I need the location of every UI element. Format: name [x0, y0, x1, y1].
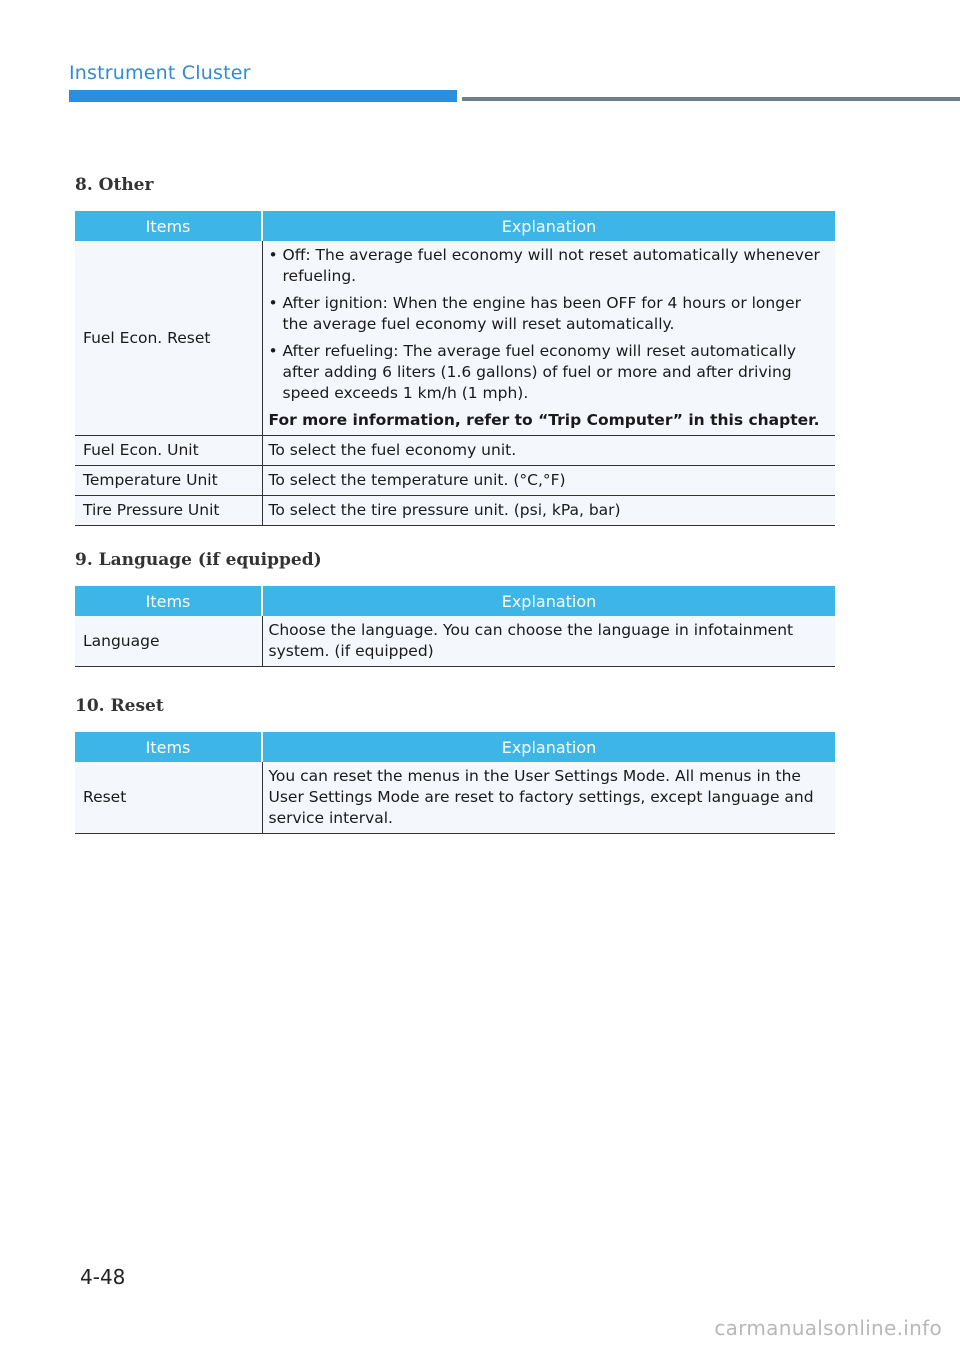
table-row — [75, 496, 835, 526]
chapter-title: Instrument Cluster — [69, 62, 251, 84]
item-cell: Fuel Econ. Reset — [75, 241, 262, 436]
explanation-cell: To select the fuel economy unit. — [262, 436, 835, 466]
column-header-explanation: Explanation — [262, 732, 835, 762]
page-number: 4-48 — [80, 1265, 126, 1289]
reference-note: For more information, refer to “Trip Computer” in this chapter. — [268, 411, 820, 429]
reset-table — [75, 732, 835, 834]
section-title-other: 8. Other — [75, 175, 154, 195]
table-row — [75, 466, 835, 496]
section-title-reset: 10. Reset — [75, 696, 164, 716]
explanation-cell: To select the tire pressure unit. (psi, kPa, bar) — [262, 496, 835, 526]
table-row — [75, 762, 835, 834]
explanation-cell: You can reset the menus in the User Settings Mode. All menus in the User Settings Mode are reset to factory settings, except language and service interval. — [262, 762, 835, 834]
explanation-cell: To select the temperature unit. (°C,°F) — [262, 466, 835, 496]
column-header-items: Items — [75, 211, 262, 241]
bullet-list — [269, 245, 830, 404]
list-item: • After refueling: The average fuel economy will reset automatically after adding 6 liters (1.6 gallons) of fuel or more and after driving speed exceeds 1 km/h (1 mph). — [269, 341, 830, 404]
item-cell: Reset — [75, 762, 262, 834]
table-header-row — [75, 586, 835, 616]
language-table — [75, 586, 835, 667]
column-header-items: Items — [75, 732, 262, 762]
table-header-row — [75, 732, 835, 762]
explanation-cell — [262, 241, 835, 436]
item-cell: Language — [75, 616, 262, 667]
header-rule — [462, 97, 960, 101]
column-header-explanation: Explanation — [262, 586, 835, 616]
watermark: carmanualsonline.info — [714, 1316, 942, 1340]
table-header-row — [75, 211, 835, 241]
column-header-explanation: Explanation — [262, 211, 835, 241]
item-cell: Temperature Unit — [75, 466, 262, 496]
header-accent-bar — [69, 90, 457, 102]
table-row — [75, 241, 835, 436]
item-cell: Fuel Econ. Unit — [75, 436, 262, 466]
table-row — [75, 616, 835, 667]
table-row — [75, 436, 835, 466]
column-header-items: Items — [75, 586, 262, 616]
list-item: • After ignition: When the engine has been OFF for 4 hours or longer the average fuel economy will reset automatically. — [269, 293, 830, 335]
item-cell: Tire Pressure Unit — [75, 496, 262, 526]
list-item: • Off: The average fuel economy will not reset automatically whenever refueling. — [269, 245, 830, 287]
explanation-cell: Choose the language. You can choose the language in infotainment system. (if equipped) — [262, 616, 835, 667]
other-settings-table — [75, 211, 835, 526]
section-title-language: 9. Language (if equipped) — [75, 550, 322, 570]
